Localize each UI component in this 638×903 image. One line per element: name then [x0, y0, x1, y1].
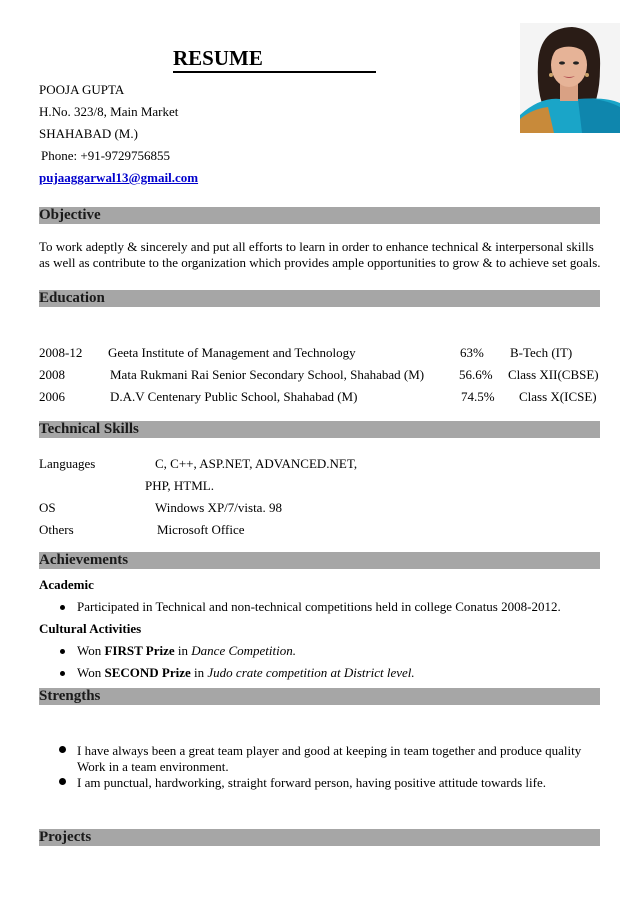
- cultural-item-2-prize: SECOND Prize: [104, 665, 191, 680]
- edu-row-1-institute: Geeta Institute of Management and Technology: [108, 345, 356, 360]
- bullet-icon: [60, 605, 65, 610]
- cultural-item-2-prefix: Won: [77, 665, 105, 680]
- email-link[interactable]: pujaaggarwal13@gmail.com: [39, 170, 199, 185]
- edu-row-2-degree: Class XII(CBSE): [508, 367, 599, 382]
- address-line-1: H.No. 323/8, Main Market: [39, 104, 179, 119]
- section-projects-header: [39, 829, 600, 846]
- cultural-item-2: [77, 665, 415, 681]
- edu-row-2-score: 56.6%: [459, 367, 493, 382]
- profile-photo: [520, 23, 620, 133]
- resume-title-text: RESUME: [173, 46, 263, 70]
- email-link-wrap[interactable]: [39, 170, 198, 186]
- skills-others-label: Others: [39, 522, 74, 537]
- cultural-item-1-prefix: Won: [77, 643, 105, 658]
- skills-heading: Technical Skills: [39, 421, 139, 437]
- projects-heading: Projects: [39, 829, 92, 845]
- cultural-item-2-event: Judo crate competition at District level.: [207, 665, 415, 680]
- bullet-icon: [60, 671, 65, 676]
- phone-number: Phone: +91-9729756855: [41, 148, 171, 163]
- section-strengths-header: [39, 688, 600, 705]
- bullet-icon: [60, 649, 65, 654]
- cultural-item-1-prize: FIRST Prize: [104, 643, 175, 658]
- academic-label: Academic: [39, 577, 94, 592]
- education-heading: Education: [39, 290, 105, 306]
- strengths-heading: Strengths: [39, 688, 101, 704]
- edu-row-1-year: 2008-12: [39, 345, 83, 360]
- achievements-heading: Achievements: [39, 552, 129, 568]
- bullet-icon: [59, 746, 66, 753]
- strength-item-1-line-1: I have always been a great team player and good at keeping in team together and produce quality: [77, 743, 582, 758]
- cultural-label: Cultural Activities: [39, 621, 142, 636]
- edu-row-1-score: 63%: [460, 345, 484, 360]
- address-line-2: SHAHABAD (M.): [39, 126, 138, 141]
- section-objective-header: [39, 207, 600, 224]
- skills-os-label: OS: [39, 500, 56, 515]
- cultural-item-1-mid: in: [174, 643, 192, 658]
- academic-item: Participated in Technical and non-technical competitions held in college Conatus 2008-2012.: [77, 599, 561, 614]
- skills-languages-value-2: PHP, HTML.: [145, 478, 214, 493]
- cultural-item-2-mid: in: [190, 665, 208, 680]
- strength-item-1-line-2: Work in a team environment.: [77, 759, 229, 774]
- objective-line-2: as well as contribute to the organization which provides ample opportunities to grow & to achieve set goals.: [39, 255, 601, 270]
- edu-row-3-degree: Class X(ICSE): [519, 389, 597, 404]
- cultural-item-1: [77, 643, 296, 659]
- candidate-name: POOJA GUPTA: [39, 82, 125, 97]
- section-skills-header: [39, 421, 600, 438]
- strength-item-2: I am punctual, hardworking, straight forward person, having positive attitude towards life.: [77, 775, 546, 790]
- edu-row-2-institute: Mata Rukmani Rai Senior Secondary School, Shahabad (M): [110, 367, 425, 382]
- section-education-header: [39, 290, 600, 307]
- edu-row-3-score: 74.5%: [461, 389, 495, 404]
- skills-os-value: Windows XP/7/vista. 98: [155, 500, 282, 515]
- edu-row-1-degree: B-Tech (IT): [510, 345, 573, 360]
- section-achievements-header: [39, 552, 600, 569]
- edu-row-3-year: 2006: [39, 389, 65, 404]
- bullet-icon: [59, 778, 66, 785]
- objective-heading: Objective: [39, 207, 101, 223]
- edu-row-3-institute: D.A.V Centenary Public School, Shahabad (M): [110, 389, 358, 404]
- portrait-illustration: [520, 23, 620, 133]
- edu-row-2-year: 2008: [39, 367, 65, 382]
- skills-others-value: Microsoft Office: [157, 522, 245, 537]
- objective-line-1: To work adeptly & sincerely and put all efforts to learn in order to enhance technical & interpersonal skills: [39, 239, 594, 254]
- skills-languages-value-1: C, C++, ASP.NET, ADVANCED.NET,: [155, 456, 358, 471]
- cultural-item-1-event: Dance Competition.: [191, 643, 296, 658]
- skills-languages-label: Languages: [39, 456, 96, 471]
- resume-title: [173, 45, 376, 73]
